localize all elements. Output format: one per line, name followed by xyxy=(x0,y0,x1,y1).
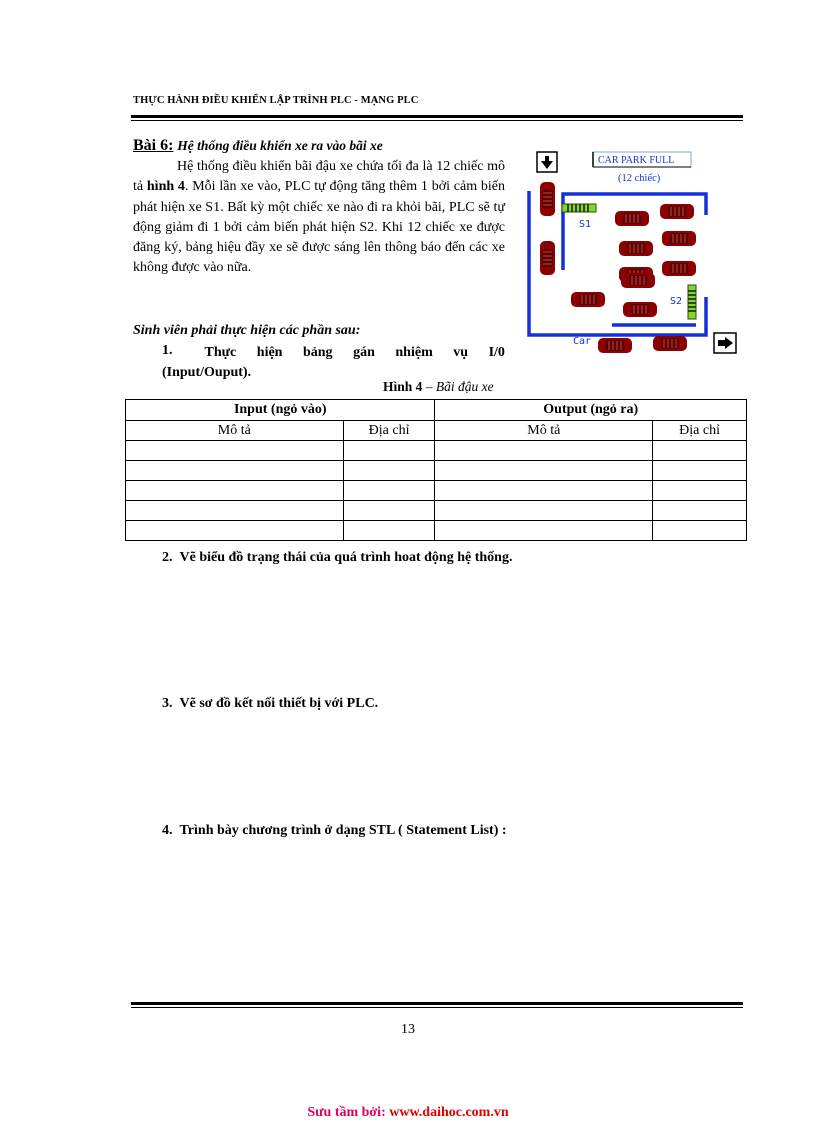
footer-label: Sưu tầm bởi: xyxy=(307,1105,390,1120)
step-1-word: hiện xyxy=(256,345,283,360)
footer-link[interactable]: www.daihoc.com.vn xyxy=(389,1105,509,1120)
table-cell xyxy=(435,501,653,521)
table-cell xyxy=(343,481,435,501)
car xyxy=(540,182,555,216)
requirements-heading: Sinh viên phải thực hiện các phần sau: xyxy=(133,323,361,338)
step-1-line1 xyxy=(166,343,505,363)
sensor-s2-icon xyxy=(688,285,696,319)
output-addr-header: Địa chỉ xyxy=(653,421,747,441)
sensor-s1-icon xyxy=(562,204,596,212)
car xyxy=(598,338,632,353)
output-desc-header: Mô tả xyxy=(435,421,653,441)
parking-lot-figure xyxy=(520,147,744,365)
exercise-subtitle: Hệ thống điều khiển xe ra vào bãi xe xyxy=(177,138,383,153)
description-text xyxy=(133,157,505,279)
car-park-full-sign xyxy=(593,152,691,184)
car xyxy=(621,273,655,288)
page-number: 13 xyxy=(401,1022,415,1037)
footer-rule-thin xyxy=(131,1007,743,1008)
table-cell xyxy=(126,481,344,501)
table-cell xyxy=(653,461,747,481)
exercise-title xyxy=(133,137,383,155)
car xyxy=(653,336,687,351)
sensor-s2-label: S2 xyxy=(670,296,683,307)
step-1-word: Thực xyxy=(204,345,237,360)
sign-line2: (12 chiếc) xyxy=(618,173,661,184)
table-cell xyxy=(653,441,747,461)
step-1-line2: (Input/Ouput). xyxy=(162,365,252,380)
step-2-number: 2. xyxy=(162,550,173,565)
car xyxy=(662,231,696,246)
exit-arrow-icon xyxy=(714,333,736,353)
car xyxy=(540,241,555,275)
step-3-number: 3. xyxy=(162,696,173,711)
output-header: Output (ngỏ ra) xyxy=(435,400,747,421)
step-2-text: Vẽ biểu đồ trạng thái của quá trình hoat động hệ thống. xyxy=(179,550,513,565)
table-cell xyxy=(653,501,747,521)
exercise-description xyxy=(133,157,505,279)
table-row xyxy=(126,521,747,541)
table-cell xyxy=(126,501,344,521)
table-cell xyxy=(653,521,747,541)
step-1-number: 1. xyxy=(162,343,173,358)
table-row xyxy=(126,461,747,481)
sign-line1: CAR PARK FULL xyxy=(598,155,675,166)
step-1 xyxy=(162,343,505,383)
step-3-text: Vẽ sơ đồ kết nối thiết bị với PLC. xyxy=(179,696,379,711)
table-cell xyxy=(435,441,653,461)
table-cell xyxy=(343,441,435,461)
table-cell xyxy=(435,481,653,501)
table-cell xyxy=(435,521,653,541)
figure-caption-label: Hình 4 xyxy=(383,379,423,394)
step-4-text: Trình bày chương trình ở dạng STL ( Statement List) : xyxy=(179,823,507,838)
figure-caption-text: Bãi đậu xe xyxy=(435,379,494,394)
step-3 xyxy=(162,696,378,712)
header-rule-thin xyxy=(131,120,743,121)
car xyxy=(615,211,649,226)
step-1-word: gán xyxy=(353,345,375,360)
footer-credit xyxy=(0,1105,816,1121)
car-label: Car xyxy=(573,336,592,347)
table-cell xyxy=(126,521,344,541)
figure-caption xyxy=(383,379,494,395)
step-4 xyxy=(162,823,507,839)
table-cell xyxy=(343,521,435,541)
step-1-word: I/0 xyxy=(488,345,505,360)
table-cell xyxy=(653,481,747,501)
step-1-word: nhiệm xyxy=(395,345,433,360)
table-row xyxy=(126,441,747,461)
table-row xyxy=(126,481,747,501)
table-row xyxy=(126,501,747,521)
enter-arrow-icon xyxy=(537,152,557,172)
description-body: Hệ thống điều khiển bãi đậu xe chứa tối đa là 12 chiếc mô tả hình 4. Mỗi lần xe vào, PLC tự động tăng thêm 1 bởi cảm biến phát hiện xe S1. Bất kỳ một chiếc xe nào đi ra khỏi bãi, PLC sẽ tự động giảm đi 1 bởi cảm biến phát hiện S2. Khi 12 chiếc xe được đăng ký, bảng hiệu đầy xe sẽ được sáng lên thông báo đến các xe không được vào nữa. xyxy=(133,159,505,276)
page-header: THỰC HÀNH ĐIỀU KHIỂN LẬP TRÌNH PLC - MẠNG PLC xyxy=(133,95,419,106)
footer-rule xyxy=(131,1002,743,1005)
table-cell xyxy=(343,461,435,481)
table-cell xyxy=(126,461,344,481)
input-addr-header: Địa chỉ xyxy=(343,421,435,441)
step-4-number: 4. xyxy=(162,823,173,838)
table-cell xyxy=(435,461,653,481)
step-1-word: bảng xyxy=(302,345,333,360)
car xyxy=(619,241,653,256)
step-2 xyxy=(162,550,512,566)
header-rule xyxy=(131,115,743,118)
io-assignment-table xyxy=(125,399,747,541)
table-cell xyxy=(126,441,344,461)
step-1-word: vụ xyxy=(453,345,469,360)
input-header: Input (ngỏ vào) xyxy=(126,400,435,421)
exercise-number: Bài 6: xyxy=(133,137,174,154)
figure-caption-dash: – xyxy=(422,379,436,394)
sensor-s1-label: S1 xyxy=(579,219,592,230)
table-cell xyxy=(343,501,435,521)
car xyxy=(623,302,657,317)
car xyxy=(571,292,605,307)
car xyxy=(662,261,696,276)
input-desc-header: Mô tả xyxy=(126,421,344,441)
car xyxy=(660,204,694,219)
